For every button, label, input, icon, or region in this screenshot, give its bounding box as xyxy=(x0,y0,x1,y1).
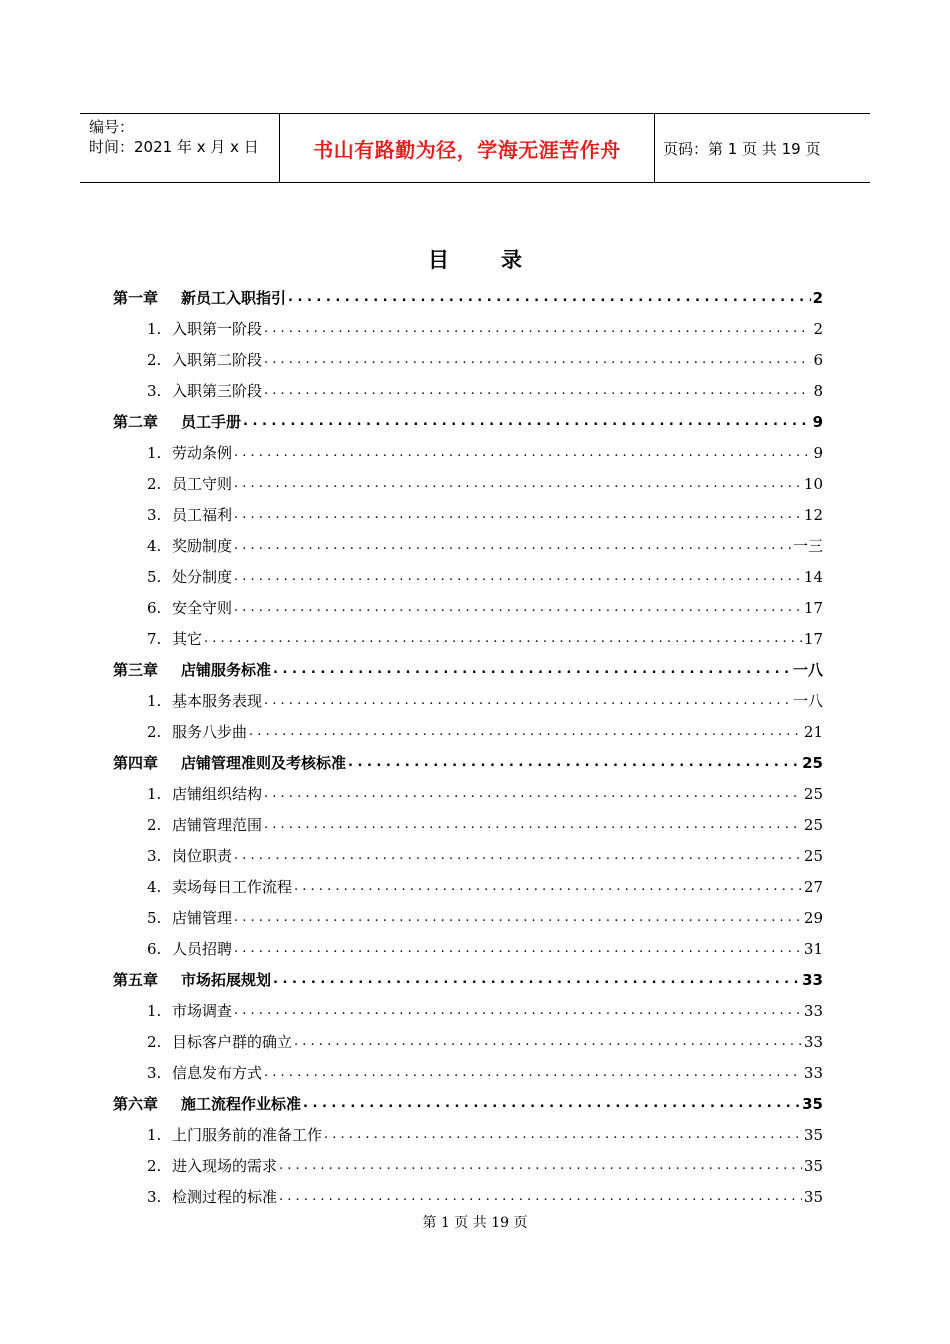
toc-entry-page: 25 xyxy=(803,816,823,834)
toc-entry-number: 第三章 xyxy=(113,661,159,679)
toc-leader-dots xyxy=(324,1128,802,1141)
toc-section-row[interactable] xyxy=(113,524,823,555)
toc-entry-number: 第五章 xyxy=(113,971,159,989)
toc-entry-page: 35 xyxy=(803,1126,823,1144)
header-time-label: 时间：2021 年 x 月 x 日 xyxy=(89,138,259,156)
toc-section-row[interactable] xyxy=(113,896,823,927)
toc-entry-text: 劳动条例 xyxy=(172,444,233,462)
toc-leader-dots xyxy=(273,663,791,676)
toc-entry-text: 安全守则 xyxy=(172,599,233,617)
toc-entry-page: 9 xyxy=(812,413,823,431)
toc-entry-page: 31 xyxy=(803,940,823,958)
toc-entry-label xyxy=(113,289,286,307)
toc-entry-number: 3. xyxy=(147,847,162,865)
toc-leader-dots xyxy=(288,291,811,304)
toc-entry-page: 29 xyxy=(803,909,823,927)
toc-entry-number: 1. xyxy=(147,444,162,462)
toc-entry-page: 35 xyxy=(802,1095,823,1113)
toc-section-row[interactable] xyxy=(113,493,823,524)
toc-entry-label xyxy=(147,506,232,524)
toc-section-row[interactable] xyxy=(113,431,823,462)
toc-entry-page: 2 xyxy=(812,289,823,307)
toc-entry-number: 2. xyxy=(147,1157,162,1175)
toc-entry-text: 入职第一阶段 xyxy=(172,320,263,338)
toc-entry-number: 3. xyxy=(147,506,162,524)
toc-entry-text: 进入现场的需求 xyxy=(172,1157,278,1175)
toc-entry-number: 第六章 xyxy=(113,1095,159,1113)
toc-entry-number: 1. xyxy=(147,1002,162,1020)
toc-entry-label xyxy=(147,568,232,586)
toc-entry-page: 25 xyxy=(802,754,823,772)
toc-title-left: 目 xyxy=(428,248,449,272)
toc-leader-dots xyxy=(243,415,811,428)
toc-leader-dots xyxy=(234,1004,802,1017)
toc-entry-page: 17 xyxy=(803,599,823,617)
toc-section-row[interactable] xyxy=(113,710,823,741)
toc-entry-label xyxy=(147,320,262,338)
toc-section-row[interactable] xyxy=(113,617,823,648)
toc-entry-text: 人员招聘 xyxy=(172,940,233,958)
toc-entry-page: 27 xyxy=(803,878,823,896)
toc-entry-text: 信息发布方式 xyxy=(172,1064,263,1082)
toc-entry-number: 第二章 xyxy=(113,413,159,431)
toc-entry-page: 17 xyxy=(803,630,823,648)
page-header xyxy=(80,113,870,183)
toc-entry-page: 8 xyxy=(813,382,823,400)
toc-section-row[interactable] xyxy=(113,679,823,710)
toc-entry-page: 9 xyxy=(813,444,823,462)
toc-entry-text: 新员工入职指引 xyxy=(181,289,287,307)
toc-entry-label xyxy=(147,692,262,710)
toc-entry-number: 4. xyxy=(147,537,162,555)
toc-entry-label xyxy=(147,382,262,400)
toc-leader-dots xyxy=(264,787,802,800)
toc-entry-page: 14 xyxy=(803,568,823,586)
toc-leader-dots xyxy=(234,849,802,862)
toc-entry-page: 一八 xyxy=(792,692,823,710)
toc-leader-dots xyxy=(264,384,811,397)
toc-leader-dots xyxy=(234,911,802,924)
toc-entry-page: 一三 xyxy=(792,537,823,555)
toc-entry-text: 入职第二阶段 xyxy=(172,351,263,369)
toc-entry-text: 处分制度 xyxy=(172,568,233,586)
toc-entry-number: 2. xyxy=(147,723,162,741)
toc-leader-dots xyxy=(264,322,811,335)
toc-entry-number: 6. xyxy=(147,599,162,617)
toc-entry-text: 员工福利 xyxy=(172,506,233,524)
toc-entry-number: 第四章 xyxy=(113,754,159,772)
toc-entry-number: 5. xyxy=(147,568,162,586)
toc-entry-label xyxy=(147,1126,322,1144)
toc-section-row[interactable] xyxy=(113,307,823,338)
toc-leader-dots xyxy=(234,942,802,955)
table-of-contents xyxy=(113,276,823,1206)
toc-entry-text: 基本服务表现 xyxy=(172,692,263,710)
toc-entry-label xyxy=(147,1002,232,1020)
toc-leader-dots xyxy=(303,1097,800,1110)
toc-entry-page: 10 xyxy=(803,475,823,493)
toc-section-row[interactable] xyxy=(113,772,823,803)
toc-section-row[interactable] xyxy=(113,1144,823,1175)
toc-entry-number: 6. xyxy=(147,940,162,958)
toc-entry-label xyxy=(113,754,346,772)
page-footer: 第 1 页 共 19 页 xyxy=(422,1215,528,1231)
toc-section-row[interactable] xyxy=(113,803,823,834)
toc-entry-text: 目标客户群的确立 xyxy=(172,1033,293,1051)
toc-entry-number: 3. xyxy=(147,382,162,400)
toc-entry-label xyxy=(147,475,232,493)
toc-leader-dots xyxy=(273,973,800,986)
toc-leader-dots xyxy=(234,601,802,614)
toc-section-row[interactable] xyxy=(113,927,823,958)
toc-entry-number: 1. xyxy=(147,785,162,803)
toc-entry-text: 其它 xyxy=(172,630,203,648)
toc-entry-page: 一八 xyxy=(792,661,823,679)
toc-entry-text: 店铺管理准则及考核标准 xyxy=(181,754,347,772)
toc-section-row[interactable] xyxy=(113,834,823,865)
toc-chapter-row[interactable] xyxy=(113,276,823,307)
toc-entry-label xyxy=(147,1064,262,1082)
toc-title-right: 录 xyxy=(501,248,522,272)
toc-section-row[interactable] xyxy=(113,1113,823,1144)
toc-entry-label xyxy=(147,444,232,462)
toc-entry-label xyxy=(147,1188,277,1206)
toc-leader-dots xyxy=(279,1159,802,1172)
toc-entry-number: 第一章 xyxy=(113,289,159,307)
toc-entry-label xyxy=(147,847,232,865)
toc-entry-label xyxy=(147,537,232,555)
toc-leader-dots xyxy=(294,880,802,893)
toc-entry-text: 员工手册 xyxy=(181,413,242,431)
toc-entry-page: 33 xyxy=(803,1002,823,1020)
toc-entry-page: 25 xyxy=(803,785,823,803)
toc-entry-number: 2. xyxy=(147,351,162,369)
toc-leader-dots xyxy=(294,1035,802,1048)
toc-section-row[interactable] xyxy=(113,1175,823,1206)
toc-entry-label xyxy=(113,413,241,431)
toc-entry-page: 33 xyxy=(803,1033,823,1051)
toc-entry-number: 1. xyxy=(147,1126,162,1144)
toc-entry-text: 施工流程作业标准 xyxy=(181,1095,302,1113)
toc-entry-text: 上门服务前的准备工作 xyxy=(172,1126,323,1144)
toc-entry-number: 2. xyxy=(147,816,162,834)
toc-entry-number: 1. xyxy=(147,692,162,710)
toc-title xyxy=(0,244,950,274)
toc-section-row[interactable] xyxy=(113,865,823,896)
toc-entry-label xyxy=(147,909,232,927)
toc-leader-dots xyxy=(264,353,811,366)
toc-leader-dots xyxy=(264,818,802,831)
toc-entry-page: 35 xyxy=(803,1188,823,1206)
toc-entry-label xyxy=(147,816,262,834)
toc-leader-dots xyxy=(249,725,802,738)
toc-entry-label xyxy=(113,971,271,989)
header-motto: 书山有路勤为径，学海无涯苦作舟 xyxy=(280,114,655,182)
toc-chapter-row[interactable] xyxy=(113,648,823,679)
toc-leader-dots xyxy=(234,508,802,521)
toc-entry-page: 12 xyxy=(803,506,823,524)
toc-entry-text: 市场拓展规划 xyxy=(181,971,272,989)
toc-entry-text: 检测过程的标准 xyxy=(172,1188,278,1206)
toc-entry-text: 市场调查 xyxy=(172,1002,233,1020)
toc-entry-page: 25 xyxy=(803,847,823,865)
toc-chapter-row[interactable] xyxy=(113,958,823,989)
toc-entry-text: 入职第三阶段 xyxy=(172,382,263,400)
toc-leader-dots xyxy=(264,1066,802,1079)
toc-entry-label xyxy=(113,1095,301,1113)
toc-section-row[interactable] xyxy=(113,989,823,1020)
toc-entry-page: 33 xyxy=(802,971,823,989)
header-number-label: 编号： xyxy=(89,118,135,136)
toc-entry-page: 6 xyxy=(813,351,823,369)
toc-entry-text: 店铺管理 xyxy=(172,909,233,927)
toc-entry-label xyxy=(147,878,292,896)
toc-entry-text: 店铺服务标准 xyxy=(181,661,272,679)
toc-entry-label xyxy=(113,661,271,679)
toc-entry-text: 员工守则 xyxy=(172,475,233,493)
toc-entry-label xyxy=(147,940,232,958)
toc-chapter-row[interactable] xyxy=(113,400,823,431)
toc-entry-number: 4. xyxy=(147,878,162,896)
toc-entry-number: 3. xyxy=(147,1188,162,1206)
toc-section-row[interactable] xyxy=(113,1051,823,1082)
toc-entry-number: 5. xyxy=(147,909,162,927)
toc-section-row[interactable] xyxy=(113,338,823,369)
toc-chapter-row[interactable] xyxy=(113,741,823,772)
toc-entry-number: 2. xyxy=(147,475,162,493)
toc-entry-text: 店铺组织结构 xyxy=(172,785,263,803)
toc-entry-label xyxy=(147,599,232,617)
toc-leader-dots xyxy=(234,477,802,490)
toc-leader-dots xyxy=(234,446,811,459)
toc-entry-text: 卖场每日工作流程 xyxy=(172,878,293,896)
toc-section-row[interactable] xyxy=(113,462,823,493)
toc-entry-text: 岗位职责 xyxy=(172,847,233,865)
header-meta xyxy=(80,114,280,182)
toc-entry-text: 奖励制度 xyxy=(172,537,233,555)
toc-leader-dots xyxy=(279,1190,802,1203)
toc-leader-dots xyxy=(264,694,791,707)
toc-entry-page: 2 xyxy=(813,320,823,338)
toc-leader-dots xyxy=(348,756,800,769)
toc-leader-dots xyxy=(204,632,802,645)
toc-entry-page: 21 xyxy=(803,723,823,741)
toc-entry-label xyxy=(147,630,202,648)
toc-chapter-row[interactable] xyxy=(113,1082,823,1113)
toc-entry-label xyxy=(147,723,247,741)
toc-entry-number: 7. xyxy=(147,630,162,648)
toc-entry-text: 店铺管理范围 xyxy=(172,816,263,834)
toc-leader-dots xyxy=(234,570,802,583)
toc-section-row[interactable] xyxy=(113,369,823,400)
toc-section-row[interactable] xyxy=(113,1020,823,1051)
toc-section-row[interactable] xyxy=(113,586,823,617)
toc-entry-label xyxy=(147,1033,292,1051)
toc-entry-text: 服务八步曲 xyxy=(172,723,248,741)
toc-entry-number: 3. xyxy=(147,1064,162,1082)
toc-entry-number: 2. xyxy=(147,1033,162,1051)
toc-entry-label xyxy=(147,785,262,803)
toc-entry-number: 1. xyxy=(147,320,162,338)
toc-entry-page: 35 xyxy=(803,1157,823,1175)
header-page-info: 页码：第 1 页 共 19 页 xyxy=(663,139,821,158)
toc-section-row[interactable] xyxy=(113,555,823,586)
toc-leader-dots xyxy=(234,539,791,552)
toc-entry-page: 33 xyxy=(803,1064,823,1082)
toc-entry-label xyxy=(147,1157,277,1175)
toc-entry-label xyxy=(147,351,262,369)
